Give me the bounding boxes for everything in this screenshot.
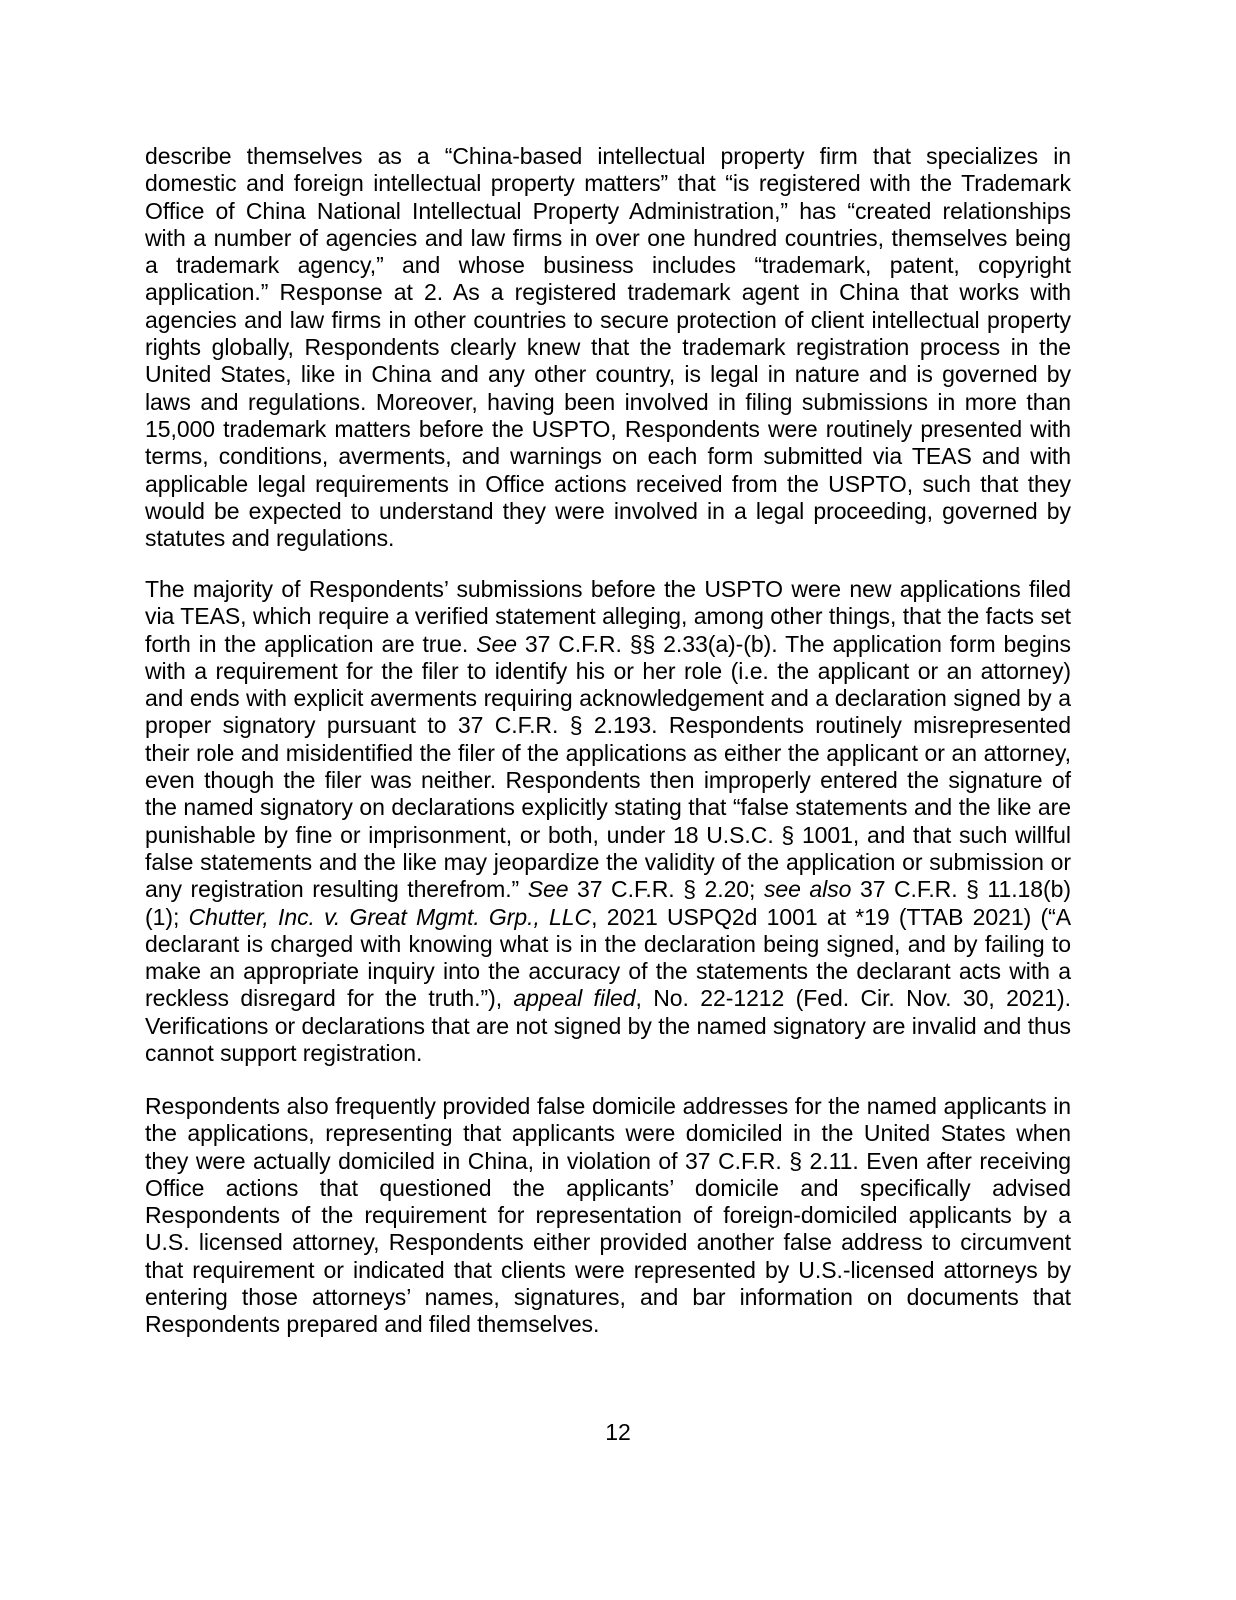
paragraph-false-domicile (145, 1093, 1071, 1339)
text-run: 37 C.F.R. §§ 2.33(a)-(b). The application form begins with a requirement for the filer to identify his or her role (i.e. the applicant or an attorney) and ends with explicit averments requiring acknowledgement and a declaration signed by a proper signatory pursuant to 37 C.F.R. § 2.193. Respondents routinely misrepresented their role and misidentified the filer of the applications as either the applicant or an attorney, even though the filer was neither. Respondents then improperly entered the signature of the named signatory on declarations explicitly stating that “false statements and the like are punishable by fine or imprisonment, or both, under 18 U.S.C. § 1001, and that such willful false statements and the like may jeopardize the validity of the application or submission or any registration resulting therefrom.” (145, 630, 1071, 903)
italic-citation-signal: see also (763, 876, 852, 903)
text-run: 37 C.F.R. § 2.20; (568, 876, 764, 903)
page-number: 12 (605, 1419, 631, 1445)
italic-procedural-history: appeal filed (513, 985, 636, 1012)
text-run: , No. 22-1212 (Fed. Cir. Nov. 30, 2021). Verifications or declarations that are not signed by the named signatory are invalid and thus cannot support registration. (145, 985, 1071, 1067)
text-run: describe themselves as a “China-based intellectual property firm that specializes in domestic and foreign intellectual property matters” that “is registered with the Trademark Office of China National Intellectual Property Administration,” has “created relationships with a number of agencies and law firms in over one hundred countries, themselves being a trademark agency,” and whose business includes “trademark, patent, copyright application.” Response at 2. As a registered trademark agent in China that works with agencies and law firms in other countries to secure protection of client intellectual property rights globally, Respondents clearly knew that the trademark registration process in the United States, like in China and any other country, is legal in nature and is governed by laws and regulations. Moreover, having been involved in filing submissions in more than 15,000 trademark matters before the USPTO, Respondents were routinely presented with terms, conditions, averments, and warnings on each form submitted via TEAS and with applicable legal requirements in Office actions received from the USPTO, such that they would be expected to understand they were involved in a legal proceeding, governed by statutes and regulations. (145, 143, 1071, 552)
italic-citation-signal: See (527, 876, 569, 903)
text-run: Respondents also frequently provided false domicile addresses for the named applicants in the applications, representing that applicants were domiciled in the United States when they were actually domiciled in China, in violation of 37 C.F.R. § 2.11. Even after receiving Office actions that questioned the applicants’ domicile and specifically advised Respondents of the requirement for representation of foreign-domiciled applicants by a U.S. licensed attorney, Respondents either provided another false address to circumvent that requirement or indicated that clients were represented by U.S.-licensed attorneys by entering those attorneys’ names, signatures, and bar information on documents that Respondents prepared and filed themselves. (145, 1093, 1071, 1338)
text-run: , 2021 USPQ2d 1001 at *19 (TTAB 2021) (“A declarant is charged with knowing what is in the declaration being signed, and by failing to make an appropriate inquiry into the accuracy of the statements the declarant acts with a reckless disregard for the truth.”), (145, 903, 1072, 1012)
text-run: The majority of Respondents’ submissions before the USPTO were new applications filed via TEAS, which require a verified statement alleging, among other things, that the facts set forth in the application are true. (145, 576, 1071, 657)
paragraph-teas-submissions (145, 576, 1071, 1067)
text-run: 37 C.F.R. § 11.18(b)(1); (145, 876, 1071, 930)
italic-citation-signal: See (476, 630, 517, 657)
italic-case-name: Chutter, Inc. v. Great Mgmt. Grp., LLC (188, 903, 592, 930)
paragraph-respondents-background (145, 143, 1071, 552)
